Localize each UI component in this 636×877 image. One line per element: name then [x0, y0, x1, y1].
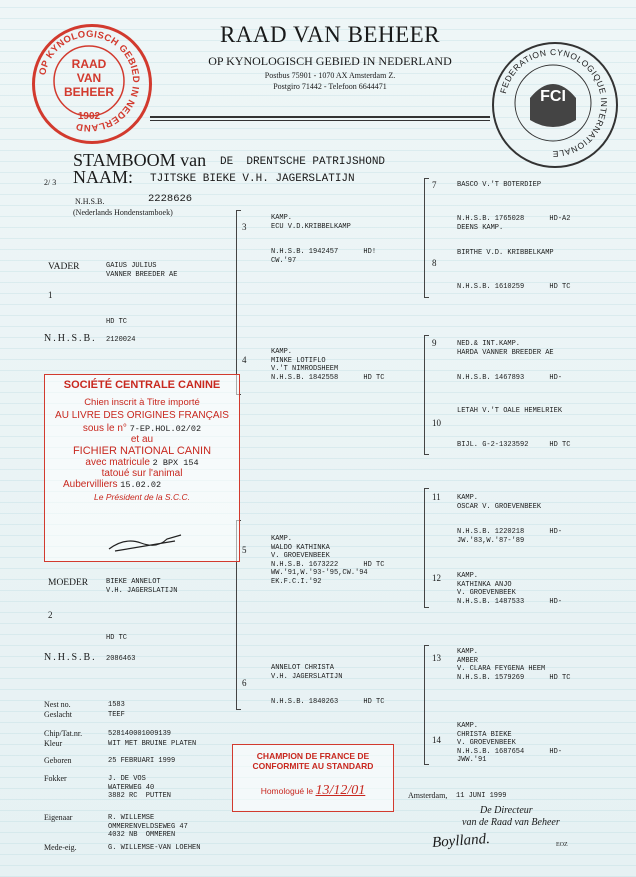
eigenaar-label: Eigenaar	[44, 813, 73, 822]
scc-title: SOCIÉTÉ CENTRALE CANINE	[63, 379, 221, 391]
vader-hd: HD TC	[106, 318, 128, 326]
moeder-num: 2	[48, 610, 53, 620]
scc-line-6-prefix: avec matricule	[85, 457, 150, 468]
scc-line-8-value: 15.02.02	[120, 480, 162, 490]
geslacht-label: Geslacht	[44, 710, 72, 719]
director-signature: Boylland.	[431, 831, 491, 852]
scc-line-6-value: 2 BPX 154	[152, 458, 199, 468]
chip-label: Chip/Tat.nr.	[44, 729, 83, 738]
stamboek-label: (Nederlands Hondenstamboek)	[73, 208, 173, 217]
header-rule-1	[150, 116, 490, 118]
amsterdam-label: Amsterdam,	[408, 791, 448, 800]
ggp-12: KAMP. KATHINKA ANJO V. GROEVENBEEK N.H.S.B. 1487533 HD-	[457, 572, 563, 606]
geboren-label: Geboren	[44, 756, 72, 765]
scc-stamp	[44, 374, 240, 562]
issue-date: 11 JUNI 1999	[456, 792, 507, 800]
nest-label: Nest no.	[44, 700, 71, 709]
header-subtitle: OP KYNOLOGISCH GEBIED IN NEDERLAND	[208, 54, 452, 68]
ggp-11: KAMP. OSCAR V. GROEVENBEEK N.H.S.B. 1220218 HD- JW.'83,W.'87-'89	[457, 494, 563, 545]
brace-gp-5	[424, 488, 425, 608]
vader-text: GAIUS JULIUS VANNER BREEDER AE	[106, 262, 178, 279]
breed: DE DRENTSCHE PATRIJSHOND	[220, 156, 386, 168]
moeder-text: BIEKE ANNELOT V.H. JAGERSLATIJN	[106, 578, 178, 595]
fci-emblem	[492, 42, 618, 168]
scc-line-3-prefix: sous le n°	[82, 423, 127, 434]
grandparent-6-num: 6	[242, 678, 247, 688]
ggp-10-num: 10	[432, 418, 441, 428]
brace-gp-3	[424, 178, 425, 298]
medeeig-value: G. WILLEMSE-VAN LOEHEN	[108, 844, 201, 852]
scc-signature-icon	[105, 531, 185, 555]
fci-ring-text: FEDERATION CYNOLOGIQUE INTERNATIONALE	[497, 46, 610, 160]
page-marker: 2/ 3	[44, 178, 57, 187]
ggp-13-num: 13	[432, 653, 441, 663]
header-rule-2	[150, 120, 490, 121]
grandparent-6: ANNELOT CHRISTA V.H. JAGERSLATIJN N.H.S.B. 1840263 HD TC	[271, 664, 385, 707]
stamboom-label: STAMBOOM van	[73, 150, 207, 170]
nhsb-small-label: N.H.S.B.	[75, 197, 105, 206]
seal-line-3: BEHEER	[63, 85, 114, 99]
vader-nhsb: 2120024	[106, 336, 136, 344]
champion-homologue-label: Homologué le	[260, 786, 314, 796]
header-address-2: Postgiro 71442 - Telefoon 6644471	[273, 82, 387, 91]
brace-gp-4	[424, 335, 425, 455]
dog-nhsb: 2228626	[148, 193, 193, 205]
scc-line-2: AU LIVRE DES ORIGINES FRANÇAIS	[55, 410, 229, 421]
fci-center: FCI	[540, 88, 566, 105]
kleur-label: Kleur	[44, 739, 63, 748]
ggp-9-num: 9	[432, 338, 437, 348]
ggp-8-num: 8	[432, 258, 437, 268]
grandparent-3: KAMP. ECU V.D.KRIBBELKAMP N.H.S.B. 1942457 HD! CW.'97	[271, 214, 377, 265]
fokker-label: Fokker	[44, 774, 67, 783]
champion-line-1: CHAMPION DE FRANCE DE	[256, 751, 370, 761]
fokker-value: J. DE VOS WATERWEG 40 3882 RC PUTTEN	[108, 775, 172, 801]
geslacht-value: TEEF	[108, 711, 125, 719]
champion-line-2: CONFORMITE AU STANDARD	[252, 761, 374, 771]
scc-line-8-prefix: Aubervilliers	[63, 479, 118, 490]
naam-label: NAAM:	[73, 167, 134, 187]
ggp-12-num: 12	[432, 573, 441, 583]
scc-line-4: et au	[130, 434, 154, 445]
raad-van-beheer-seal	[32, 24, 152, 144]
grandparent-5-num: 5	[242, 545, 247, 555]
moeder-nhsb-label: N.H.S.B.	[44, 652, 97, 663]
director-line-1: De Directeur	[480, 805, 533, 816]
seal-year: 1902	[77, 111, 101, 122]
ggp-13: KAMP. AMBER V. CLARA FEYGENA HEEM N.H.S.B. 1579269 HD TC	[457, 648, 571, 682]
moeder-label: MOEDER	[48, 578, 89, 588]
header-address-1: Postbus 75901 - 1070 AX Amsterdam Z.	[264, 71, 396, 80]
ggp-7-num: 7	[432, 180, 437, 190]
vader-nhsb-label: N.H.S.B.	[44, 333, 97, 344]
ggp-14-num: 14	[432, 735, 441, 745]
vader-label: VADER	[48, 262, 80, 272]
grandparent-3-num: 3	[242, 222, 247, 232]
ggp-11-num: 11	[432, 492, 441, 502]
seal-line-1: RAAD	[71, 57, 107, 71]
scc-line-9: Le Président de la S.C.C.	[94, 492, 190, 502]
seal-ring-text: OP KYNOLOGISCH GEBIED IN NEDERLAND	[37, 28, 142, 134]
ggp-9: NED.& INT.KAMP. HARDA VANNER BREEDER AE N.H.S.B. 1467893 HD-	[457, 340, 563, 383]
scc-line-1: Chien inscrit à Titre importé	[84, 397, 200, 408]
ggp-10: LETAH V.'T OALE HEMELRIEK BIJL. G-2-1323592 HD TC	[457, 407, 571, 450]
director-line-2: van de Raad van Beheer	[462, 817, 560, 828]
ggp-7: BASCO V.'T BOTERDIEP N.H.S.B. 1765028 HD-A2 DEENS KAMP.	[457, 181, 571, 232]
seal-line-2: VAN	[76, 71, 102, 85]
scc-line-3-value: 7-EP.HOL.02/02	[129, 424, 202, 434]
ggp-8: BIRTHE V.D. KRIBBELKAMP N.H.S.B. 1610259 HD TC	[457, 249, 571, 292]
brace-gp-6	[424, 645, 425, 765]
scc-line-5: FICHIER NATIONAL CANIN	[72, 445, 212, 457]
ggp-14: KAMP. CHRISTA BIEKE V. GROEVENBEEK N.H.S.B. 1687654 HD- JWW.'91	[457, 722, 563, 765]
champion-homologue-date: 13/12/01	[315, 783, 366, 798]
medeeig-label: Mede-eig.	[44, 843, 77, 852]
dog-name: TJITSKE BIEKE V.H. JAGERSLATIJN	[150, 173, 355, 185]
vader-num: 1	[48, 290, 53, 300]
chip-value: 528140001009139	[108, 730, 172, 738]
grandparent-5: KAMP. WALDO KATHINKA V. GROEVENBEEK N.H.S.B. 1673222 HD TC WW.'91,W.'93-'95,CW.'94 EK.F.C.I.'92	[271, 535, 385, 586]
header-title: RAAD VAN BEHEER	[219, 22, 441, 47]
footer-initials: EOZ	[556, 842, 568, 848]
nest-value: 1583	[108, 701, 125, 709]
kleur-value: WIT MET BRUINE PLATEN	[108, 740, 197, 748]
brace-vader	[236, 210, 237, 395]
champion-stamp	[232, 744, 394, 812]
geboren-value: 25 FEBRUARI 1999	[108, 757, 176, 765]
moeder-nhsb: 2086463	[106, 655, 136, 663]
grandparent-4: KAMP. MINKE LOTIFLO V.'T NIMRODSHEEM N.H.S.B. 1842558 HD TC	[271, 348, 385, 382]
moeder-hd: HD TC	[106, 634, 128, 642]
grandparent-4-num: 4	[242, 355, 247, 365]
scc-line-7: tatoué sur l'animal	[101, 468, 183, 479]
eigenaar-value: R. WILLEMSE OMMERENVELDSEWEG 47 4032 NB OMMEREN	[108, 814, 188, 840]
